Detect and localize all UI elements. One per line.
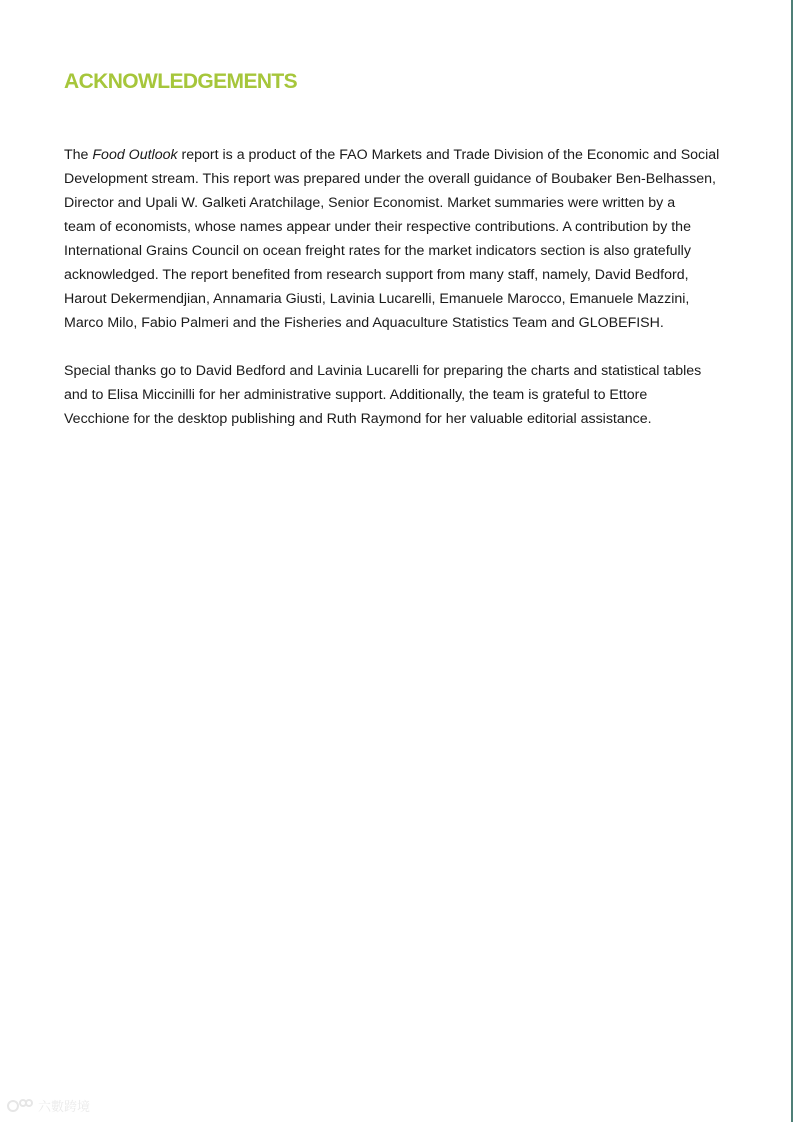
paragraph-line: Marco Milo, Fabio Palmeri and the Fisheries and Aquaculture Statistics Team and GLOBEFISH.	[64, 315, 664, 331]
watermark-text: 六數跨境	[38, 1100, 91, 1115]
paragraph-line: Director and Upali W. Galketi Aratchilage, Senior Economist. Market summaries were written by a	[64, 195, 676, 211]
paragraph-contributors	[64, 143, 736, 335]
paragraph-special-thanks	[64, 359, 736, 431]
paragraph-line: and to Elisa Miccinilli for her administrative support. Additionally, the team is grateful to Ettore	[64, 387, 648, 403]
paragraph-line: acknowledged. The report benefited from research support from many staff, namely, David Bedford,	[64, 267, 689, 283]
paragraph-line: Special thanks go to David Bedford and Lavinia Lucarelli for preparing the charts and statistical tables	[64, 363, 702, 379]
watermark	[6, 1096, 90, 1115]
acknowledgements-body	[64, 143, 736, 455]
paragraph-line	[64, 143, 736, 167]
paragraph-line: team of economists, whose names appear under their respective contributions. A contribution by the	[64, 219, 691, 235]
paragraph-line: Harout Dekermendjian, Annamaria Giusti, Lavinia Lucarelli, Emanuele Marocco, Emanuele Mazzini,	[64, 291, 690, 307]
publication-title: Food Outlook	[92, 147, 178, 163]
paragraph-line: Development stream. This report was prepared under the overall guidance of Boubaker Ben-Belhassen,	[64, 171, 716, 187]
paragraph-line: Vecchione for the desktop publishing and Ruth Raymond for her valuable editorial assistance.	[64, 411, 652, 427]
page-title: ACKNOWLEDGEMENTS	[64, 70, 298, 93]
line-text: The	[64, 147, 93, 163]
watermark-logo-icon	[6, 1097, 34, 1115]
line-text: report is a product of the FAO Markets and Trade Division of the Economic and Social	[177, 147, 720, 163]
paragraph-line: International Grains Council on ocean freight rates for the market indicators section is also gratefully	[64, 243, 691, 259]
